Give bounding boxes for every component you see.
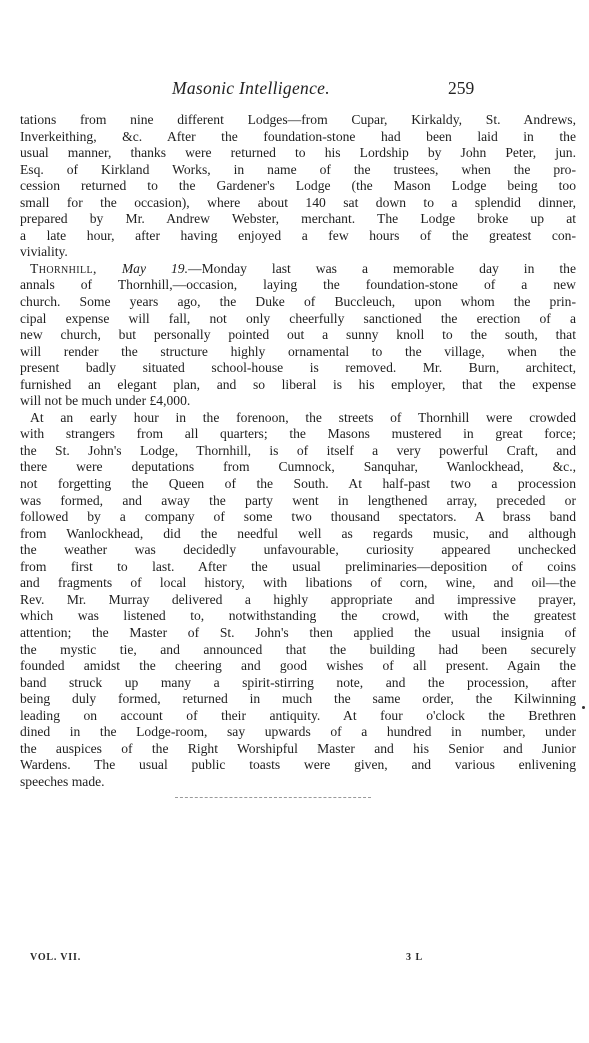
text-line: new church, but personally pointed out a sunny knoll to the south, that — [20, 327, 576, 343]
text-line: from first to last. After the usual preliminaries—deposition of coins — [20, 558, 576, 574]
text-line: leading on account of their antiquity. At four o'clock the Brethren — [20, 707, 576, 723]
text-line: furnished an elegant plan, and so liberal is his employer, that the expense — [20, 376, 576, 392]
text-line: with strangers from all quarters; the Masons mustered in great force; — [20, 426, 576, 442]
article-text — [20, 112, 576, 790]
section-divider-rule — [175, 797, 371, 798]
text-line: viviality. — [20, 244, 68, 260]
page-footer — [0, 952, 589, 968]
text-line: being duly formed, returned in much the same order, the Kilwinning — [20, 691, 576, 707]
text-line: Rev. Mr. Murray delivered a highly appropriate and impressive prayer, — [20, 591, 576, 607]
date-heading: May 19. — [121, 260, 188, 276]
text-line: the auspices of the Right Worshipful Master and his Senior and Junior — [20, 740, 576, 756]
page-number: 259 — [448, 78, 475, 98]
text-line: At an early hour in the forenoon, the streets of Thornhill were crowded — [30, 409, 576, 425]
volume-label: VOL. VII. — [30, 952, 81, 963]
text-line: will not be much under £4,000. — [20, 393, 191, 409]
text-line: a late hour, after having enjoyed a few hours of the greatest con- — [20, 227, 576, 243]
margin-mark — [582, 706, 585, 709]
text-line: Esq. of Kirkland Works, in name of the trustees, when the pro- — [20, 161, 576, 177]
text-line: there were deputations from Cumnock, Sanquhar, Wanlockhead, &c., — [20, 459, 576, 475]
text-line: founded amidst the cheering and good wishes of all present. Again the — [20, 658, 576, 674]
running-head — [0, 78, 589, 102]
text-line: usual manner, thanks were returned to his Lordship by John Peter, jun. — [20, 145, 576, 161]
running-title: Masonic Intelligence. — [172, 78, 330, 98]
place-heading: Thornhill, — [30, 260, 97, 276]
text-line: annals of Thornhill,—occasion, laying the foundation-stone of a new — [20, 277, 576, 293]
text-line: Inverkeithing, &c. After the foundation-stone had been laid in the — [20, 128, 576, 144]
text-line: church. Some years ago, the Duke of Buccleuch, upon whom the prin- — [20, 294, 576, 310]
text-line-rest: —Monday last was a memorable day in the — [188, 260, 576, 276]
text-line: the St. John's Lodge, Thornhill, is of itself a very powerful Craft, and — [20, 442, 576, 458]
text-line: present badly situated school-house is removed. Mr. Burn, architect, — [20, 360, 576, 376]
text-line: Wardens. The usual public toasts were given, and various enlivening — [20, 757, 576, 773]
text-line: which was listened to, notwithstanding the crowd, with the greatest — [20, 608, 576, 624]
text-line: band struck up many a spirit-stirring note, and the procession, after — [20, 674, 576, 690]
text-line: the weather was decidedly unfavourable, curiosity appeared unchecked — [20, 542, 576, 558]
text-line: dined in the Lodge-room, say upwards of a hundred in number, under — [20, 724, 576, 740]
text-line: cession returned to the Gardener's Lodge (the Mason Lodge being too — [20, 178, 576, 194]
signature-mark: 3 L — [406, 952, 424, 963]
text-line: from Wanlockhead, did the needful well as regards music, and although — [20, 525, 576, 541]
text-line: followed by a company of some two thousand spectators. A brass band — [20, 509, 576, 525]
text-line: will render the structure highly ornamental to the village, when the — [20, 343, 576, 359]
text-line: not forgetting the Queen of the South. At half-past two a procession — [20, 476, 576, 492]
text-line: prepared by Mr. Andrew Webster, merchant. The Lodge broke up at — [20, 211, 576, 227]
text-line: tations from nine different Lodges—from Cupar, Kirkaldy, St. Andrews, — [20, 112, 576, 127]
text-line: speeches made. — [20, 773, 105, 789]
text-line: attention; the Master of St. John's then applied the usual insignia of — [20, 624, 576, 640]
text-line: small for the occasion), where about 140 sat down to a splendid dinner, — [20, 194, 576, 210]
paragraph-opening-line — [20, 261, 576, 278]
text-line: and fragments of local history, with libations of corn, wine, and oil—the — [20, 575, 576, 591]
text-line: the mystic tie, and announced that the building had been securely — [20, 641, 576, 657]
text-line: cipal expense will fall, not only cheerfully sanctioned the erection of a — [20, 310, 576, 326]
text-line: was formed, and away the party went in lengthened array, preceded or — [20, 492, 576, 508]
